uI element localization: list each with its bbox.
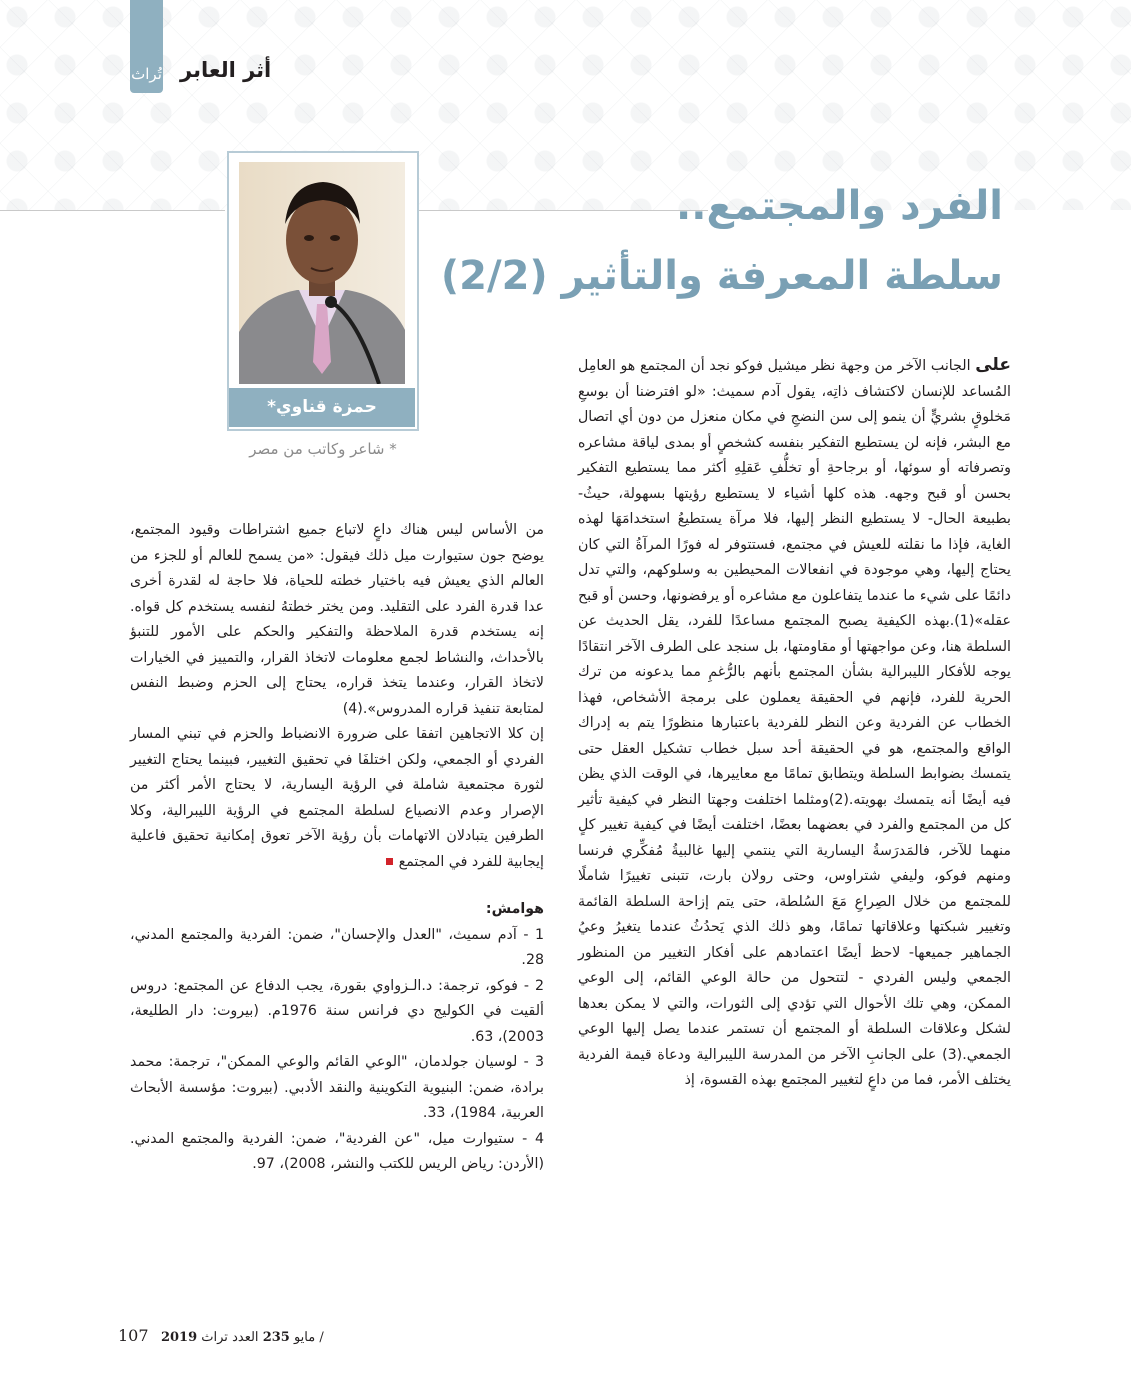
page-number: 107 bbox=[118, 1326, 149, 1345]
article-paragraph: من الأساس ليس هناك داعٍ لاتباع جميع اشتراطات وقيود المجتمع، يوضح جون ستيوارت ميل ذلك فيقول: «من يسمح للعالم أو للجزء من العالم الذي يعيش فيه باختيار خطته للحياة، فلا حاجة له لقدرة أخرى عدا قدرة الفرد على التقليد. ومن يختر خطتهُ لنفسه يستخدم كل قواه. إنه يستخدم قدرة الملاحظة والتفكير والحكم على الأمور للتنبؤ بالأحداث، والنشاط لجمع معلومات لاتخاذ القرار، والتمييز في الخيارات لاتخاذ القرار، وعندما يتخذ قراره، يحتاج إلى الحزم وضبط النفس لمتابعة تنفيذ قراره المدروس».(4) bbox=[130, 522, 544, 717]
footer-magazine: تراث / bbox=[201, 1330, 324, 1345]
footnote-item: 3 - لوسيان جولدمان، "الوعي القائم والوعي الممكن"، ترجمة: محمد برادة، ضمن: البنيوية التكوينية والنقد الأدبي. (بيروت: مؤسسة الأبحاث العربية، 1984)، 33. bbox=[130, 1054, 544, 1121]
footer-issue-number: 235 bbox=[262, 1330, 290, 1345]
magazine-logo-icon: تُراث bbox=[131, 65, 162, 83]
footnote-item: 1 - آدم سميث، "العدل والإحسان"، ضمن: الفردية والمجتمع المدني، 28. bbox=[130, 926, 544, 968]
article-paragraph bbox=[130, 722, 544, 875]
author-photo bbox=[239, 162, 405, 384]
headline-line-2: سلطة المعرفة والتأثير (2/2) bbox=[440, 253, 1003, 299]
headline-line-1: الفرد والمجتمع.. bbox=[676, 183, 1003, 229]
author-name: حمزة قناوي* bbox=[229, 388, 415, 427]
article-column-right bbox=[578, 353, 1011, 1265]
article-text: إن كلا الاتجاهين اتفقا على ضرورة الانضباط والحزم في تبني المسار الفردي أو الجمعي، ولكن اختلفَا في تحقيق التغيير، فبينما يحتاج التغيير لثورة مجتمعية شاملة في الرؤية اليسارية، لا يحتاج الأمر أكثر من الإصرار وعدم الانصياع لسلطة المجتمع في الرؤية الليبرالية، وكلا الطرفين يتبادلان الاتهامات بأن رؤية الآخر تعوق إمكانية تحقيق فاعلية إيجابية للفرد في المجتمع bbox=[130, 726, 544, 870]
header-rule-left bbox=[0, 210, 225, 211]
section-label: أثر العابر bbox=[180, 58, 272, 82]
magazine-tab bbox=[130, 0, 163, 93]
page-footer bbox=[118, 1326, 338, 1354]
header-pattern bbox=[0, 0, 1131, 210]
author-caption: * شاعر وكاتب من مصر bbox=[249, 440, 397, 458]
footnote-item: 4 - ستيوارت ميل، "عن الفردية"، ضمن: الفردية والمجتمع المدني. (الأردن: رياض الريس للكتب والنشر، 2008)، 97. bbox=[130, 1130, 544, 1172]
footer-month: مايو bbox=[293, 1330, 316, 1345]
article-column-left bbox=[130, 518, 544, 1263]
article-paragraph bbox=[578, 353, 1011, 1094]
article-text: الجانب الآخر من وجهة نظر ميشيل فوكو نجد أن المجتمع هو العامِل المُساعد للإنسان لاكتشاف ذاتِه، يقول آدم سميث: «لو افترضنا أن بوسعِ مَخلوقٍ بشريٍّ أن ينمو إلى سن النضجِ في مكان منعزل من دون أي اتصال مع البشر، فإنه لن يستطيع التفكير بنفسه كشخصٍ أو بمدى لياقة مشاعره وتصرفاته أو سوئها، أو برجاحةِ أو تخلُّفِ عَقلِهِ أكثر مما يستطيع التفكير بحسن أو قبح وجهه. هذه كلها أشياء لا يستطيع رؤيتها بسهولة، حيثُ- بطبيعة الحال- لا يستطيع النظر إليها، فلا مرآة يستطيعُ استخدامَهَا لهذه الغاية، فإذا ما نقلته للعيش في مجتمع، فستتوفر له فورًا المرآةُ التي كان يحتاج إليها، وهي موجودة في انفعالات المحيطين به وسلوكهم، والتي تدل دائمًا على شيء ما عندما يتفاعلون مع مشاعره أو يرفضونها، وحسن أو قبح عقله»(1).بهذه الكيفية يصبح المجتمع مساعدًا للفرد، يقل الحديث عن السلطة هنا، وعن مواجهتها أو مقاومتها، بل سنجد على الطرف الآخر انتقادًا يوجه للأفكار الليبرالية بشأن المجتمع بأنهم بالرُّغمِ مما يدعونه من ترك الحرية للفرد، فإنهم في الحقيقة يعملون على برمجة الأشخاص، فهذا الخطاب عن الفردية وعن النظر للفردية باعتبارها منظورًا يتم به إدراك الواقع والمجتمع، هو في الحقيقة أحد سبل خطاب تشكيل العقل حتى يتمسك بضوابط السلطة ويتطابق تمامًا مع معاييرها، في الوقت الذي يظن فيه أيضًا أنه يتمسك بهويته.(2)ومثلما اختلفت وجهتا النظر في كيفية تأثير كل من المجتمع والفرد في بعضهما بعضًا، اختلفت أيضًا في كيفية تغيير كلٍ منهما للآخر، فالمَدرَسةُ اليسارية التي ينتمي إليها غالبيةُ مُفكِّري فرنسا ومنهم فوكو، وليفي شتراوس، وحتى رولان بارت، تتبنى تغييرًا شاملًا للمجتمع من خلال الصِراعِ مَعَ السُلطة، حتى يتم إزاحة السلطة القائمة وتغيير شبكتها وعلاقاتها تمامًا، وهو ذلك الذي يَحدُثُ عندما يتغيرُ وعيُ الجماهير جميعها- لاحظ أيضًا اعتمادهم على أفكار التغيير من المنظور الجمعي وليس الفردي - لتتحول من حالة الوعي القائم، إلى الوعي الممكن، وهي تلك الأحوال التي تؤدي إلى الثورات، والتي لا يمكن بعدها لشكل وعلاقات السلطة أو المجتمع أن تستمر عندما يصل إليها الوعي الجمعي.(3) على الجانبِ الآخر من المدرسة الليبرالية ودعاة قيمة الفردية يختلف الأمر، فما من داعٍ لتغيير المجتمع بهذه القسوة، إذ bbox=[578, 358, 1011, 1088]
footer-issue-label: العدد bbox=[232, 1330, 259, 1345]
lead-word: على bbox=[975, 355, 1011, 375]
notes-title: هوامش: bbox=[485, 901, 544, 917]
end-mark-icon bbox=[386, 858, 393, 865]
footnote-item: 2 - فوكو، ترجمة: د.الـزواوي بقورة، يجب الدفاع عن المجتمع: دروس ألقيت في الكوليج دي فرانس سنة 1976م. (بيروت: دار الطليعة، 2003)، 63. bbox=[130, 977, 544, 1045]
footer-year: 2019 bbox=[160, 1330, 198, 1345]
